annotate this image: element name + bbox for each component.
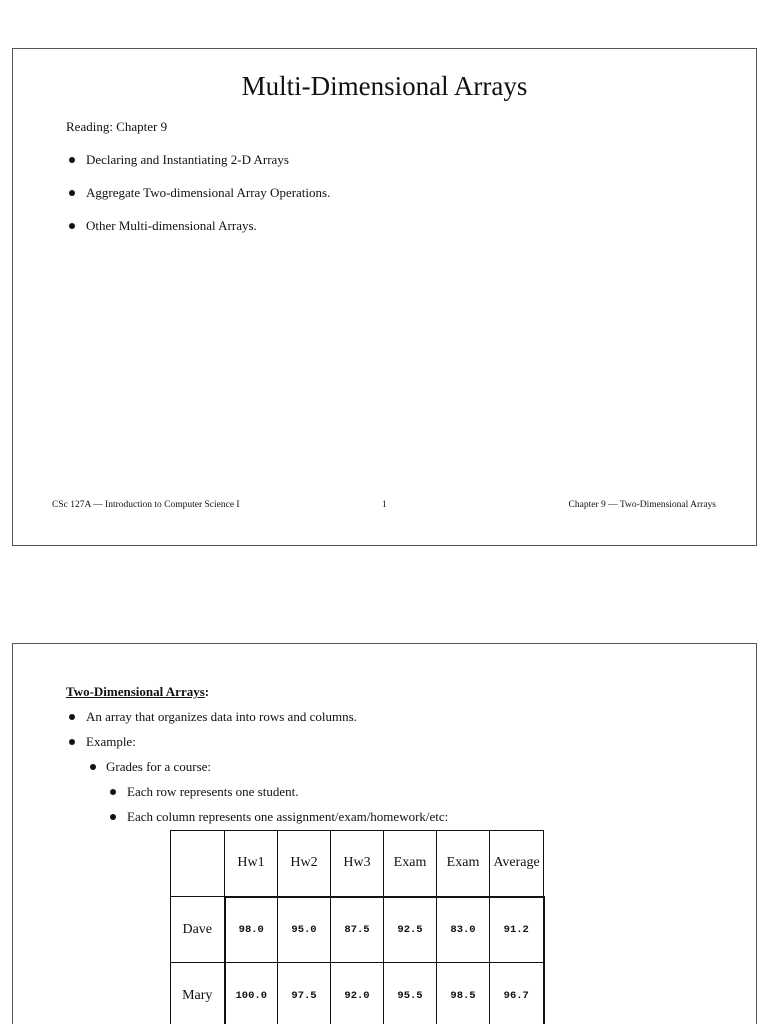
table-row (171, 963, 544, 1024)
bullet-item: Declaring and Instantiating 2-D Arrays (86, 152, 289, 167)
bullet-item: An array that organizes data into rows and columns. (86, 709, 357, 724)
footer-chapter: Chapter 9 — Two-Dimensional Arrays (568, 500, 716, 510)
bullet-dot-icon (110, 789, 116, 795)
grade-cell: 83.0 (437, 897, 490, 963)
bullet-item: Aggregate Two-dimensional Array Operations. (86, 185, 331, 200)
sub-sub-bullet-item: Each column represents one assignment/exam/homework/etc: (127, 809, 449, 824)
table-header-cell: Average (490, 831, 544, 897)
sub-bullet-item: Grades for a course: (106, 759, 212, 774)
footer-page-number: 1 (382, 500, 387, 510)
bullet-dot-icon (69, 157, 75, 163)
grade-cell: 95.5 (384, 963, 437, 1024)
grade-cell: 97.5 (278, 963, 331, 1024)
slide-2 (12, 643, 757, 1024)
bullet-item: Other Multi-dimensional Arrays. (86, 218, 257, 233)
average-cell: 91.2 (490, 897, 544, 963)
grade-cell: 95.0 (278, 897, 331, 963)
grade-cell: 100.0 (225, 963, 278, 1024)
grade-cell: 92.0 (331, 963, 384, 1024)
student-name-cell: Mary (171, 963, 225, 1024)
table-header-cell: Exam (384, 831, 437, 897)
average-cell: 96.7 (490, 963, 544, 1024)
table-row (171, 897, 544, 963)
table-header-cell: Hw2 (278, 831, 331, 897)
section-heading-colon: : (204, 684, 210, 699)
table-header-cell: Hw1 (225, 831, 278, 897)
bullet-dot-icon (69, 223, 75, 229)
grade-cell: 92.5 (384, 897, 437, 963)
bullet-dot-icon (110, 814, 116, 820)
student-name-cell: Dave (171, 897, 225, 963)
bullet-dot-icon (69, 714, 75, 720)
table-header-row (171, 831, 544, 897)
grade-cell: 98.0 (225, 897, 278, 963)
footer-course: CSc 127A — Introduction to Computer Science I (52, 500, 240, 510)
table-header-cell: Exam (437, 831, 490, 897)
table-header-cell (171, 831, 225, 897)
section-heading (66, 684, 209, 700)
sub-sub-bullet-item: Each row represents one student. (127, 784, 299, 799)
section-heading-text: Two-Dimensional Arrays (66, 684, 205, 699)
grades-table (170, 830, 545, 1024)
slide-title: Multi-Dimensional Arrays (241, 71, 528, 101)
bullet-dot-icon (69, 190, 75, 196)
bullet-dot-icon (90, 764, 96, 770)
bullet-dot-icon (69, 739, 75, 745)
reading-note: Reading: Chapter 9 (66, 119, 168, 134)
slide-1 (12, 48, 757, 546)
grade-cell: 98.5 (437, 963, 490, 1024)
grade-cell: 87.5 (331, 897, 384, 963)
bullet-item: Example: (86, 734, 136, 749)
table-header-cell: Hw3 (331, 831, 384, 897)
